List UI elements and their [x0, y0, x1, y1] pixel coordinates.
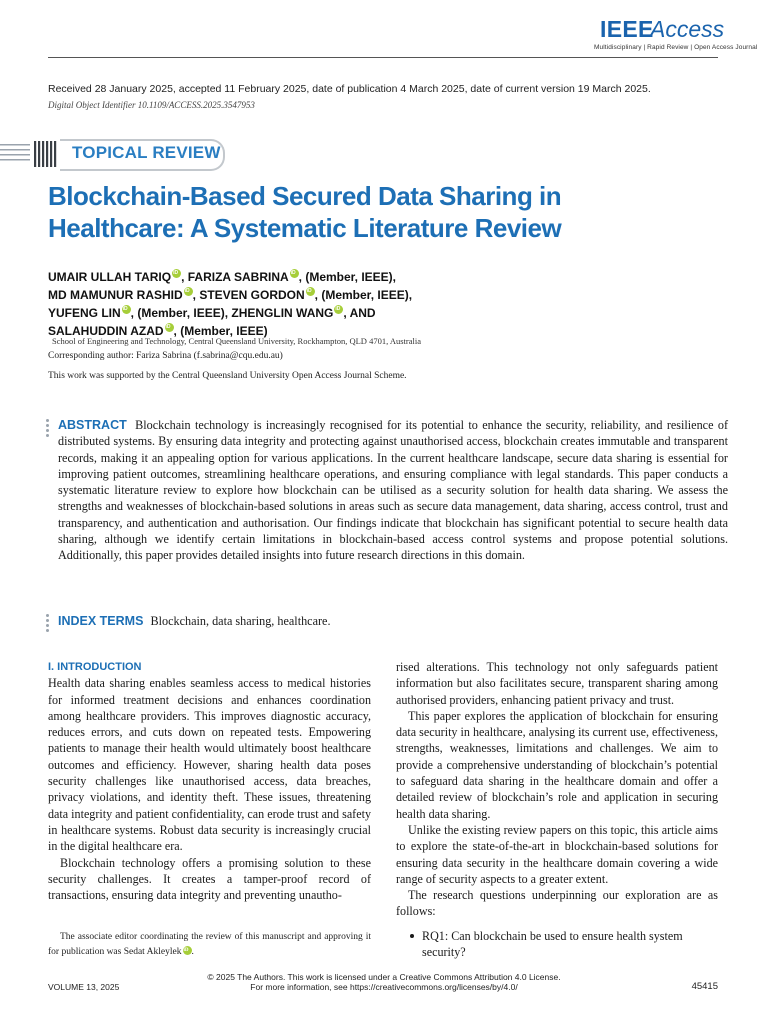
- author-name: , STEVEN GORDON: [192, 288, 305, 302]
- left-column: [48, 659, 371, 903]
- orcid-icon[interactable]: [172, 269, 181, 278]
- corresponding-author: Corresponding author: Fariza Sabrina (f.sabrina@cqu.edu.au): [48, 351, 283, 361]
- index-terms: [58, 613, 728, 629]
- index-dots-icon: [46, 614, 50, 634]
- abstract-text: Blockchain technology is increasingly recognised for its potential to enhance the security, reliability, and resilience of distributed systems. By ensuring data integrity and protecting against unauthorised access, blockchain creates immutable and transparent records, making it an appealing option for various applications. In the current healthcare landscape, secure data sharing is essential for improving patient outcomes, streamlining healthcare operations, and ensuring compliance with legal standards. This paper conducts a systematic literature review to explore how blockchain can be utilised as a security solution for health data sharing. We assess the strengths and weaknesses of blockchain-based solutions in areas such as secure data management, data sharing, access control, trust and transparency, and authentication and authorisation. Our findings indicate that blockchain has significant potential to secure health data sharing, although we identify certain limitations in blockchain-based access control systems and propose potential solutions. Additionally, this paper provides detailed insights into future research directions in this domain.: [58, 418, 729, 563]
- abstract: [58, 417, 728, 564]
- paragraph: Unlike the existing review papers on this topic, this article aims to explore the state-of-the-art in blockchain-based solutions for ensuring data security in the healthcare domain covering a wide range of security aspects to a greater extent.: [396, 822, 718, 886]
- orcid-icon[interactable]: [290, 269, 299, 278]
- copyright-line: © 2025 The Authors. This work is licensed under a Creative Commons Attribution 4.0 License.: [207, 972, 561, 982]
- access-logo-text: Access: [650, 16, 725, 42]
- doi-identifier: Digital Object Identifier 10.1109/ACCESS.2025.3547953: [48, 100, 255, 110]
- section-heading: I. INTRODUCTION: [48, 661, 142, 673]
- author-list: [48, 268, 468, 340]
- list-item: [410, 928, 720, 961]
- author-affil: , (Member, IEEE): [173, 324, 268, 338]
- author-affil: , (Member, IEEE),: [298, 270, 397, 284]
- author-name: MD MAMUNUR RASHID: [48, 288, 183, 302]
- orcid-icon[interactable]: [334, 305, 343, 314]
- logo-subtitle: Multidisciplinary | Rapid Review | Open Access Journal: [594, 44, 758, 51]
- publication-dates: Received 28 January 2025, accepted 11 February 2025, date of publication 4 March 2025, date of current version 19 March 2025.: [48, 83, 651, 95]
- bullet-icon: [410, 934, 414, 938]
- right-column: [396, 659, 718, 920]
- affiliation: School of Engineering and Technology, Central Queensland University, Rockhampton, QLD 4701, Australia: [52, 336, 422, 346]
- paragraph: The research questions underpinning our exploration are as follows:: [396, 888, 718, 919]
- orcid-icon[interactable]: [183, 946, 192, 955]
- paragraph: rised alterations. This technology not only safeguards patient information but also facilitates secure, transparent sharing among authorised providers, enhancing patient privacy and trust.: [396, 660, 718, 707]
- article-title: [48, 180, 728, 244]
- index-terms-text: Blockchain, data sharing, healthcare.: [150, 614, 331, 628]
- article-type-banner: TOPICAL REVIEW: [72, 143, 221, 162]
- orcid-icon[interactable]: [165, 323, 174, 332]
- list-item-text: RQ1: Can blockchain be used to ensure health system security?: [422, 929, 683, 960]
- paragraph: This paper explores the application of blockchain for ensuring data security in healthcare, analysing its current use, effectiveness, strengths, weaknesses, limitations and challenges. We aim to provide a comprehensive understanding of blockchain’s potential to safeguard data sharing in the healthcare domain and offer a detailed review of blockchain’s role and application in securing health data sharing.: [396, 708, 718, 821]
- page-number: 45415: [691, 981, 718, 992]
- author-name: SALAHUDDIN AZAD: [48, 324, 164, 338]
- funding-statement: This work was supported by the Central Queensland University Open Access Journal Scheme.: [48, 371, 407, 381]
- header-rule: [48, 57, 718, 58]
- index-terms-label: INDEX TERMS: [58, 614, 144, 628]
- abstract-dots-icon: [46, 419, 50, 439]
- license-link[interactable]: For more information, see https://creativecommons.org/licenses/by/4.0/: [250, 982, 518, 992]
- author-affil: , AND: [343, 306, 376, 320]
- paragraph: Health data sharing enables seamless access to medical histories for informed treatment decisions and enhances coordination among healthcare providers. This improves diagnostic accuracy, reduces errors, and cuts down on repeated tests. Empowering patients to manage their health would ultimately boost healthcare outcomes and efficiency. However, sharing health data poses security challenges like unauthorised access, data breaches, privacy violations, and identity theft. These issues, threatening data integrity and patient confidentiality, can erode trust and safety in healthcare systems. Robust data security is increasingly crucial in the digital healthcare era.: [48, 676, 371, 854]
- author-name: , (Member, IEEE), ZHENGLIN WANG: [130, 306, 334, 320]
- paragraph: Blockchain technology offers a promising solution to these security challenges. It creates a tamper-proof record of transactions, ensuring data integrity and preventing unautho-: [48, 855, 371, 903]
- title-line: Healthcare: A Systematic Literature Review: [48, 213, 562, 243]
- orcid-icon[interactable]: [184, 287, 193, 296]
- abstract-label: ABSTRACT: [58, 418, 127, 432]
- author-name: YUFENG LIN: [48, 306, 121, 320]
- footnote: The associate editor coordinating the review of this manuscript and approving it for publication was Sedat AkleylekiD .: [48, 930, 371, 959]
- title-line: Blockchain-Based Secured Data Sharing in: [48, 181, 562, 211]
- orcid-icon[interactable]: [306, 287, 315, 296]
- author-name: , FARIZA SABRINA: [181, 270, 289, 284]
- banner-stripes-icon: [0, 138, 60, 170]
- orcid-icon[interactable]: [122, 305, 131, 314]
- author-affil: , (Member, IEEE),: [314, 288, 413, 302]
- author-name: UMAIR ULLAH TARIQ: [48, 270, 172, 284]
- volume-label: VOLUME 13, 2025: [48, 982, 120, 992]
- ieee-logo-text: IEEE: [600, 16, 654, 42]
